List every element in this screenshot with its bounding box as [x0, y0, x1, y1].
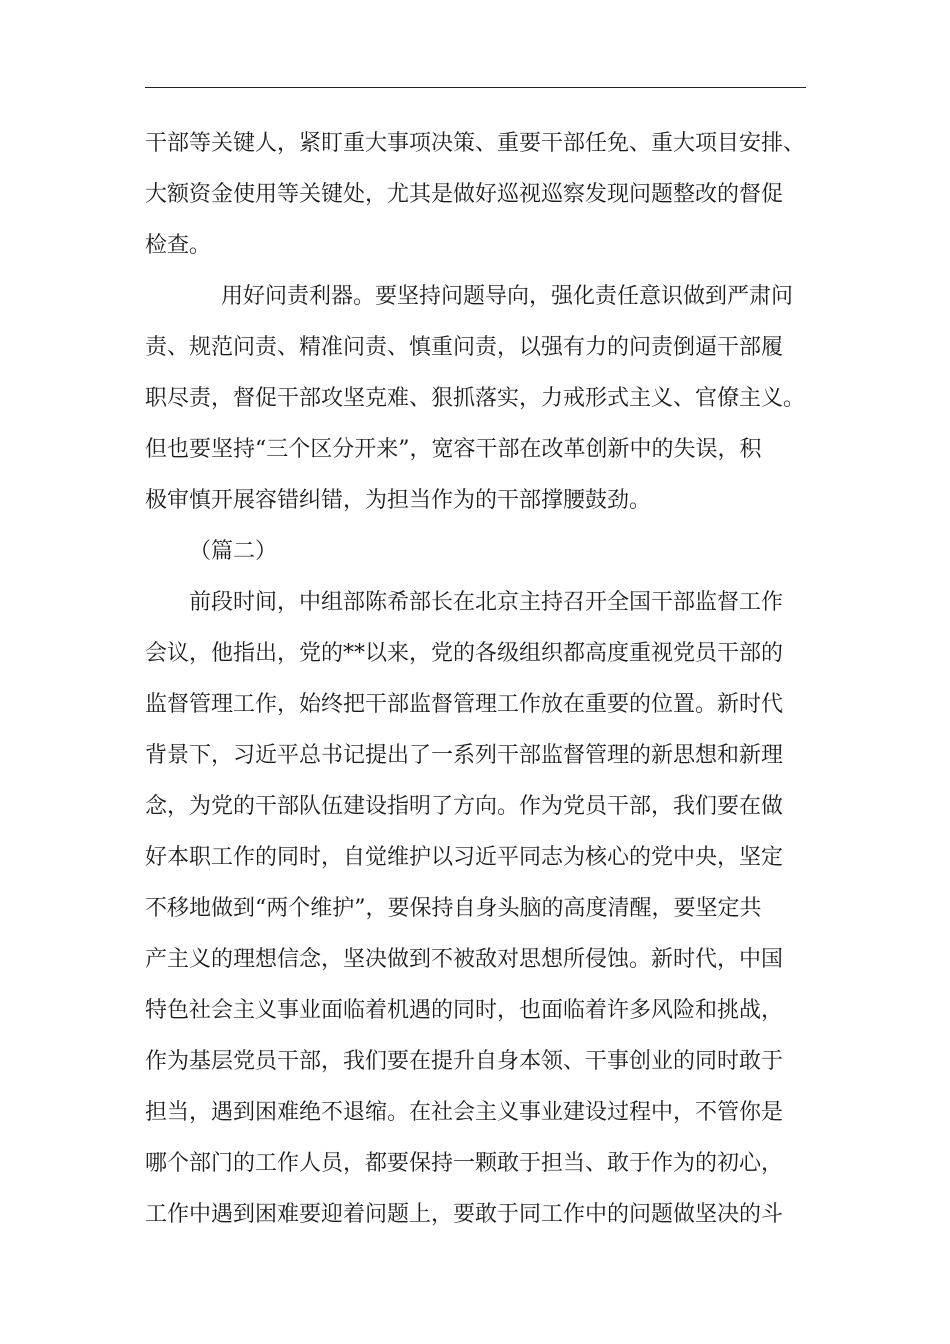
text-line: 极审慎开展容错纠错，为担当作为的干部撑腰鼓劲。: [145, 488, 652, 513]
paragraph-first-line: 前段时间，中组部陈希部长在北京主持召开全国干部监督工作: [189, 590, 784, 615]
section-title: （篇二）: [189, 539, 278, 564]
text-line: 担当，遇到困难绝不退缩。在社会主义事业建设过程中，不管你是: [145, 1100, 784, 1125]
text-line: 检查。: [145, 233, 212, 258]
header-rule: [145, 87, 806, 88]
text-line: 背景下，习近平总书记提出了一系列干部监督管理的新思想和新理: [145, 743, 784, 768]
text-line: 念，为党的干部队伍建设指明了方向。作为党员干部，我们要在做: [145, 794, 784, 819]
text-line: 特色社会主义事业面临着机遇的同时，也面临着许多风险和挑战，: [145, 998, 784, 1023]
text-line: 哪个部门的工作人员，都要保持一颗敢于担当、敢于作为的初心，: [145, 1151, 784, 1176]
paragraph-heading-line: 用好问责利器。要坚持问题导向，强化责任意识做到严肃问: [221, 284, 794, 309]
text-line: 干部等关键人，紧盯重大事项决策、重要干部任免、重大项目安排、: [145, 131, 806, 156]
text-line: 产主义的理想信念，坚决做到不被敌对思想所侵蚀。新时代，中国: [145, 947, 784, 972]
text-line: 作为基层党员干部，我们要在提升自身本领、干事创业的同时敢于: [145, 1049, 784, 1074]
text-line: 但也要坚持“三个区分开来”，宽容干部在改革创新中的失误，积: [145, 437, 762, 462]
text-line: 监督管理工作，始终把干部监督管理工作放在重要的位置。新时代: [145, 692, 784, 717]
text-line: 会议，他指出，党的**以来，党的各级组织都高度重视党员干部的: [145, 641, 784, 666]
text-line: 不移地做到“两个维护”，要保持自身头脑的高度清醒，要坚定共: [145, 896, 762, 921]
document-body: [145, 118, 810, 1240]
text-line: 责、规范问责、精准问责、慎重问责，以强有力的问责倒逼干部履: [145, 335, 784, 360]
text-line: 工作中遇到困难要迎着问题上，要敢于同工作中的问题做坚决的斗: [145, 1202, 784, 1227]
text-line: 好本职工作的同时，自觉维护以习近平同志为核心的党中央，坚定: [145, 845, 784, 870]
text-line: 职尽责，督促干部攻坚克难、狠抓落实，力戒形式主义、官僚主义。: [145, 386, 806, 411]
text-line: 大额资金使用等关键处，尤其是做好巡视巡察发现问题整改的督促: [145, 182, 784, 207]
